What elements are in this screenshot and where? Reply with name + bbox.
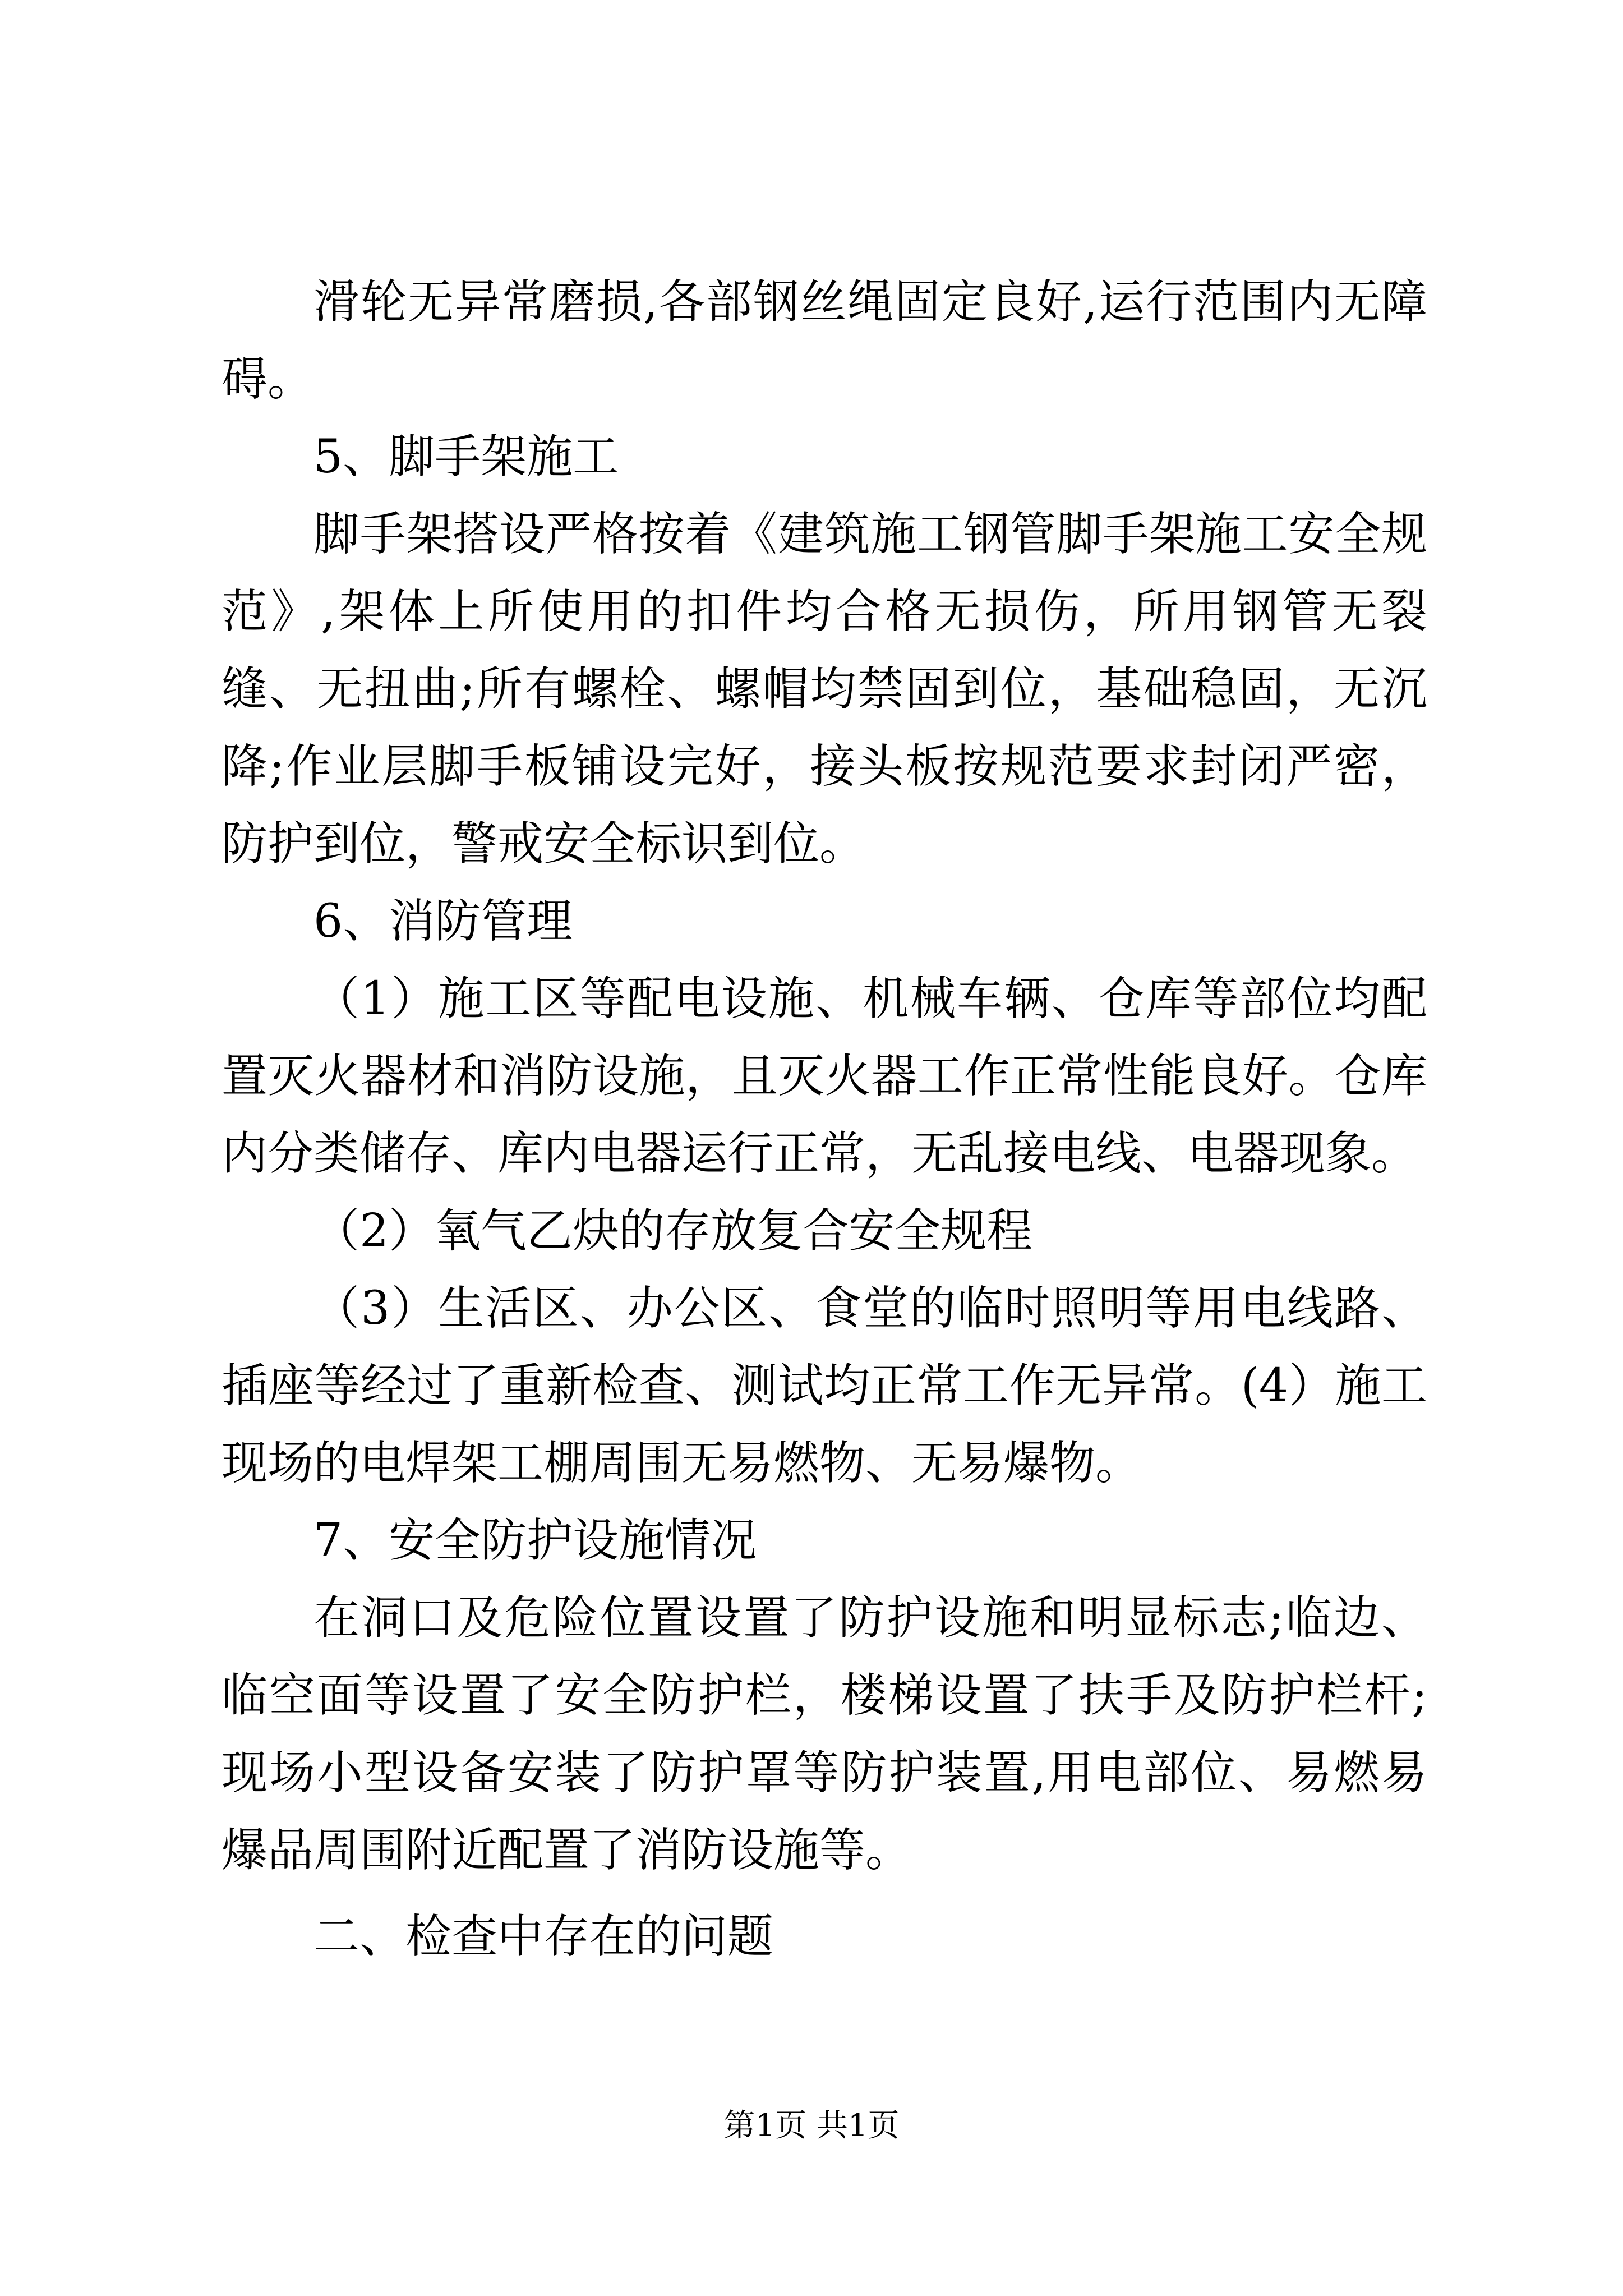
paragraph-fire-item-2: （2）氧气乙炔的存放复合安全规程 — [313, 1204, 1033, 1258]
section-heading-safety-facilities: 7、安全防护设施情况 — [313, 1514, 757, 1567]
section-heading-fire-management: 6、消防管理 — [313, 895, 573, 948]
paragraph-fire-item-1: （1）施工区等配电设施、机械车辆、仓库等部位均配置灭火器材和消防设施，且灭火器工作正常性能良好。仓库内分类储存、库内电器运行正常，无乱接电线、电器现象。 — [222, 972, 1427, 1180]
paragraph-scaffolding: 脚手架搭设严格按着《建筑施工钢管脚手架施工安全规范》,架体上所使用的扣件均合格无损伤，所用钢管无裂缝、无扭曲;所有螺栓、螺帽均禁固到位，基础稳固，无沉降;作业层脚手板铺设完好，接头板按规范要求封闭严密，防护到位，警戒安全标识到位。 — [222, 508, 1427, 871]
page-footer: 第1页 共1页 — [723, 2108, 900, 2144]
section-heading-scaffolding: 5、脚手架施工 — [313, 430, 619, 484]
paragraph-safety-facilities: 在洞口及危险位置设置了防护设施和明显标志;临边、临空面等设置了安全防护栏，楼梯设置了扶手及防护栏杆;现场小型设备安装了防护罩等防护装置,用电部位、易燃易爆品周围附近配置了消防设施等。 — [222, 1591, 1427, 1877]
paragraph-fire-item-3-4: （3）生活区、办公区、食堂的临时照明等用电线路、插座等经过了重新检查、测试均正常工作无异常。(4）施工现场的电焊架工棚周围无易燃物、无易爆物。 — [222, 1282, 1427, 1490]
paragraph-pulley-status: 滑轮无异常磨损,各部钢丝绳固定良好,运行范围内无障碍。 — [222, 275, 1427, 406]
document-body — [222, 264, 1427, 1976]
section-heading-problems: 二、检查中存在的问题 — [313, 1910, 774, 1963]
